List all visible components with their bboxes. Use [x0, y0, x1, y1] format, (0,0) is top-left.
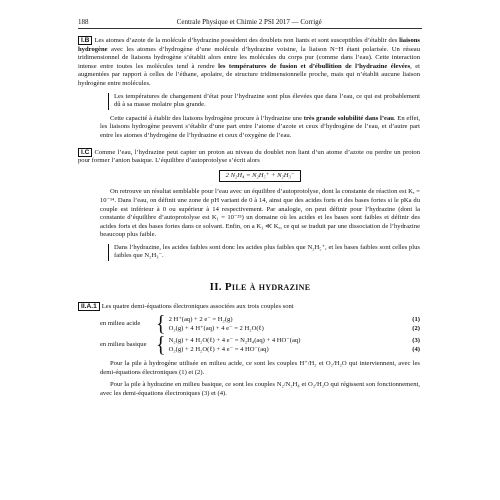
half-equations — [100, 312, 420, 358]
equation-row: 2 H⁺(aq) + 2 e⁻ = H₂(g) (1) — [168, 316, 420, 324]
section-ic-paragraph-2: On retrouve un résultat semblable pour l’eau avec un équilibre d’autoprotolyse, dont la constante de réaction est Kₑ = 10⁻¹⁴. Dans l’eau, on définit une zone de pH variant de 0 à 14, ainsi que des acides forts et des bases fortes si le pKa du couple est inférieur à 0 ou supérieur à 14 respectivement. Par analogie, on peut définir pour l’hydrazine (dont la constante d’équilibre d’autoprotolyse est K₁ = 10⁻²⁵) un domaine où les acides et les bases sont faibles et définir des acides forts et des bases fortes dans ce solvant. Enfin, on a K₁ ≪ Kₑ, ce qui se traduit par une dissociation de l’hydrazine beaucoup plus faible. — [100, 188, 420, 239]
body-text — [78, 36, 420, 403]
running-head — [78, 18, 422, 29]
brace-icon: { — [156, 312, 166, 337]
base-group — [100, 333, 420, 358]
equation-row: N₂(g) + 4 H₂O(ℓ) + 4 e⁻ = N₂H₄(aq) + 4 HO⁻(aq) (3) — [168, 337, 420, 345]
boxed-equation: 2 N₂H₄ = N₂H₅⁺ + N₂H₃⁻ — [219, 170, 302, 183]
remark-ib: Les températures de changement d’état pour l’hydrazine sont plus élevées que dans l’eau, ce qui est probablement dû à sa masse molaire plus grande. — [108, 93, 420, 110]
acid-group — [100, 312, 420, 337]
section-iia1-paragraph-3: Pour la pile à hydrazine en milieu basique, ce sont les couples N₂/N₂H₄ et O₂/H₂O qui régissent son fonctionnement, avec les demi-équations électroniques (3) et (4). — [100, 381, 420, 398]
section-ib-paragraph-2: Cette capacité à établir des liaisons hydrogène procure à l’hydrazine une très grande solubilité dans l’eau. En effet, les liaisons hydrogène peuvent s’établir d’une part entre l’atome d’azote et ceux d’hydrogène de l’eau, et d’autre part entre les atomes d’hydrogène de l’hydrazine et ceux d’oxygène de l’eau. — [100, 114, 420, 139]
section-iia1-paragraph-2: Pour la pile à hydrogène utilisée en milieu acide, ce sont les couples H⁺/H₂ et O₂/H₂O qui interviennent, avec les demi-équations électroniques (1) et (2). — [100, 360, 420, 376]
section-iia1-paragraph-1: II.A.1 Les quatre demi-équations électroniques associées aux trois couples sont — [78, 302, 420, 312]
section-ic-paragraph-1: I.C Comme l’eau, l’hydrazine peut capter un proton au niveau du doublet non liant d’un atome d’azote ou perdre un proton pour former l’anion basique. L’équilibre d’autoprotolyse s’écrit alors — [78, 148, 420, 165]
running-title: Centrale Physique et Chimie 2 PSI 2017 — Corrigé — [176, 18, 322, 26]
section-title-ii: II. Pile à hydrazine — [209, 281, 311, 294]
section-label-ic: I.C — [78, 148, 92, 157]
page-number: 188 — [78, 18, 89, 26]
autoprotolysis-equation — [100, 170, 420, 183]
base-label: en milieu basique — [100, 340, 147, 348]
brace-icon: { — [156, 333, 166, 358]
section-label-ib: I.B — [78, 36, 92, 45]
remark-ic: Dans l’hydrazine, les acides faibles sont donc les acides plus faibles que N₂H₅⁺, et les bases faibles sont celles plus faibles que N₂H₃⁻. — [108, 244, 420, 261]
section-ib-paragraph-1: I.B Les atomes d’azote de la molécule d’hydrazine possèdent des doublets non liants et sont susceptibles d’établir des liaisons hydrogène avec les atomes d’hydrogène d’une molécule d’hydrazine voisine, la liaison N−H étant polarisée. Un réseau tridimensionnel de liaisons hydrogène s’établit alors entre les molécules du corps pur (comme dans l’eau). Cette interaction intense entre toutes les molécules tend à rendre les températures de fusion et d’ébullition de l’hydrazine élevées, et augmentées par rapport à celles de l’éthane, apolaire, de structure tridimensionnelle proche, mais qui n’établit aucune liaison hydrogène entre molécules. — [78, 37, 420, 87]
acid-label: en milieu acide — [100, 319, 141, 327]
section-label-iia1: II.A.1 — [78, 302, 100, 311]
equation-row: O₂(g) + 2 H₂O(ℓ) + 4 e⁻ = 4 HO⁻(aq) (4) — [168, 346, 420, 354]
equation-row: O₂(g) + 4 H⁺(aq) + 4 e⁻ = 2 H₂O(ℓ) (2) — [168, 325, 420, 333]
